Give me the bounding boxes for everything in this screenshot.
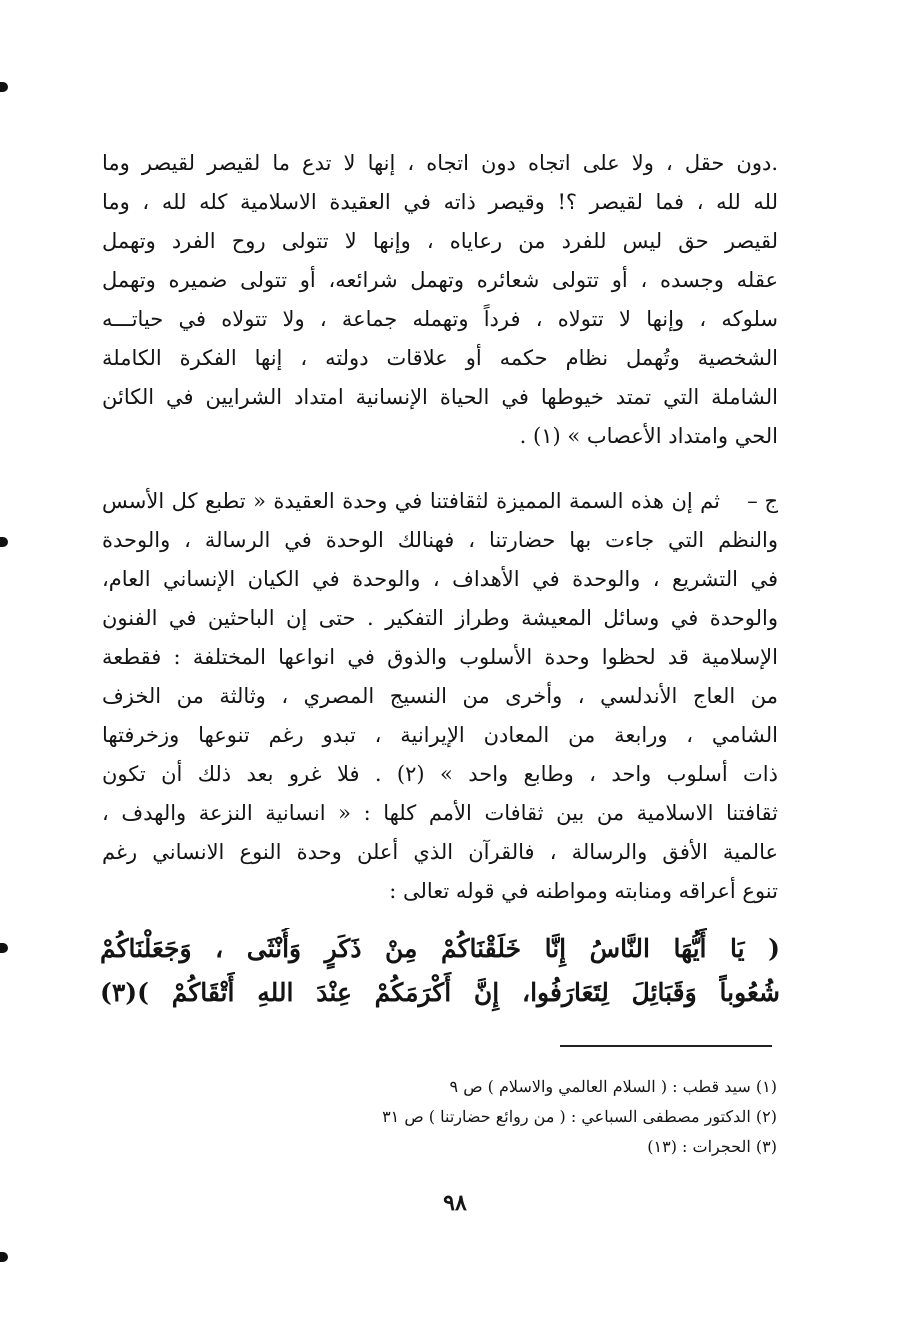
- text-line: من العاج الأندلسي ، وأخرى من النسيج المصري ، وثالثة من الخزف: [102, 684, 778, 708]
- text-line: لله لله ، فما لقيصر ؟! وقيصر ذاته في العقيدة الاسلامية كله لله ، وما: [102, 190, 778, 214]
- text-line: الحي وامتداد الأعصاب » (١) .: [519, 424, 778, 448]
- item-marker: ج –: [747, 489, 778, 513]
- text-line: الشاملة التي تمتد خيوطها في الحياة الإنسانية امتداد الشرايين في الكائن: [102, 385, 778, 409]
- text-line: الشخصية وتُهمل نظام حكمه أو علاقات دولته ، إنها الفكرة الكاملة: [102, 346, 778, 370]
- scan-mark: [0, 82, 8, 92]
- text-line: تنوع أعراقه ومنابته ومواطنه في قوله تعالى :: [389, 879, 778, 903]
- verse-line: شُعُوباً وَقَبَائِلَ لِتَعَارَفُوا، إِنَّ أَكْرَمَكُمْ عِنْدَ اللهِ أَتْقَاكُمْ )(٣): [100, 978, 780, 1007]
- footnote-1: (١) سيد قطب : ( السلام العالمي والاسلام ) ص ٩: [449, 1077, 777, 1096]
- footnote-separator: [560, 1045, 772, 1047]
- text-line: الشامي ، ورابعة من المعادن الإيرانية ، تبدو رغم تنوعها وزخرفتها: [102, 723, 778, 747]
- text-line: في التشريع ، والوحدة في الأهداف ، والوحدة في الكيان الإنساني العام،: [102, 567, 778, 591]
- scan-mark: [0, 537, 8, 547]
- text-line: .دون حقل ، ولا على اتجاه دون اتجاه ، إنها لا تدع ما لقيصر لقيصر وما: [102, 151, 778, 175]
- text-line: ثم إن هذه السمة المميزة لثقافتنا في وحدة العقيدة « تطبع كل الأسس: [102, 489, 720, 513]
- text-line: سلوكه ، وإنها لا تتولاه ، فرداً وتهمله جماعة ، ولا تتولاه في حياتـــه: [102, 307, 778, 331]
- text-line: والوحدة في وسائل المعيشة وطراز التفكير . حتى إن الباحثين في الفنون: [102, 606, 778, 630]
- text-line: الإسلامية قد لحظوا وحدة الأسلوب والذوق في انواعها المختلفة : فقطعة: [102, 645, 778, 669]
- footnote-2: (٢) الدكتور مصطفى السباعي : ( من روائع حضارتنا ) ص ٣١: [382, 1107, 777, 1126]
- text-line: عقله وجسده ، أو تتولى شعائره وتهمل شرائعه، أو تتولى ضميره وتهمل: [102, 268, 778, 292]
- page-number: ٩٨: [443, 1190, 467, 1216]
- text-line: ذات أسلوب واحد ، وطابع واحد » (٢) . فلا غرو بعد ذلك أن تكون: [102, 762, 778, 786]
- text-line: لقيصر حق ليس للفرد من رعاياه ، وإنها لا تتولى روح الفرد وتهمل: [102, 229, 778, 253]
- scan-mark: [0, 1252, 8, 1262]
- scan-mark: [0, 943, 8, 953]
- text-line: والنظم التي جاءت بها حضارتنا ، فهنالك الوحدة في الرسالة ، والوحدة: [102, 528, 778, 552]
- text-line: عالمية الأفق والرسالة ، فالقرآن الذي أعلن وحدة النوع الانساني رغم: [102, 840, 778, 864]
- verse-line: ( يَا أَيُّهَا النَّاسُ إِنَّا خَلَقْنَاكُمْ مِنْ ذَكَرٍ وَأُنْثَى ، وَجَعَلْنَاكُمْ: [100, 934, 780, 963]
- text-line: ثقافتنا الاسلامية من بين ثقافات الأمم كلها : « انسانية النزعة والهدف ،: [102, 801, 778, 825]
- footnote-3: (٣) الحجرات : (١٣): [647, 1137, 777, 1156]
